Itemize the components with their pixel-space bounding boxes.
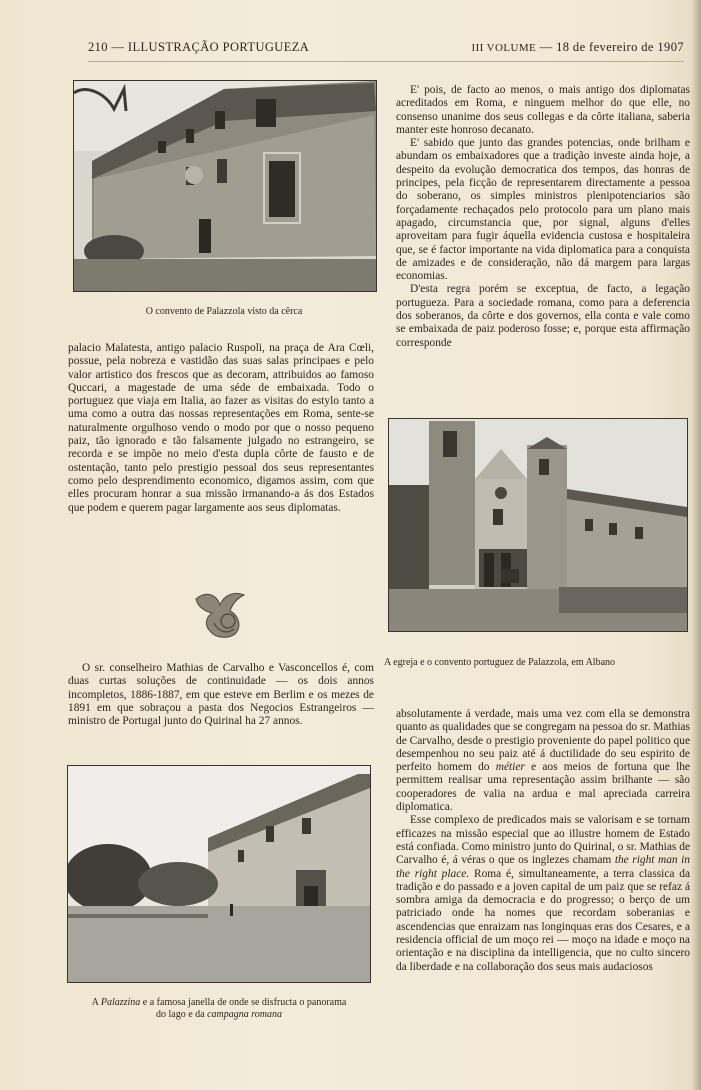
header-right [472, 40, 684, 55]
publication-title: — ILLUSTRAÇÃO PORTUGUEZA [111, 40, 310, 54]
metier-word: métier [495, 761, 525, 774]
left-paragraph-1: palacio Malatesta, antigo palacio Ruspoli, na praça de Ara Cœli, possue, pela nobreza e vastidão das suas salas principaes e pelo valor artistico dos frescos que as decoram, attribuidos ao famoso Quccari, a magestade de uma séde de embaixada. Todo o portuguez que viaja em Italia, ao fazer as visitas do estylo tanto a uma como a outra das nossas representações em Roma, sente-se naturalmente orgulhoso vendo o modo por que o nosso pequeno paiz, tão ignorado e tão falsamente julgado no estrangeiro, se recorda e se impõe no meio d'esta dupla côrte de fausto e de ostentação, tanto pelo prestigio pessoal dos seus representantes como pelo desprendimento economico, digamos assim, com que elles procuram honrar a sua missão irmanando-a ás dos Estados que podem e querem pagar largamente aos seus diplomatas. [68, 342, 374, 514]
bird-vignette-icon [190, 585, 252, 641]
header-left [88, 40, 309, 55]
photo-church-convent-image [389, 419, 687, 631]
caption-line-2: do lago e da [156, 1009, 205, 1020]
photo-convent-palazzola [73, 80, 377, 292]
right-column-block-1 [396, 84, 690, 350]
volume-label: III VOLUME [471, 42, 537, 54]
left-paragraph-2: O sr. conselheiro Mathias de Carvalho e Vasconcellos é, com duas curtas soluções de continuidade — os dois annos incompletos, 1886-1887, em que esteve em Berlim e os mezes de 1891 em que sobraçou a pasta dos Negocios Estrangeiros — ministro de Portugal junto do Quirinal ha 27 annos. [68, 662, 374, 728]
photo-church-convent [388, 418, 688, 632]
header-rule [88, 61, 684, 62]
left-column-block-1 [68, 342, 374, 515]
photo-palazzina-image [68, 766, 370, 982]
right-paragraph-5-cont: Roma é, simultaneamente, a terra classica da tradição e do passado e a joven capital de um paiz que se refaz á sombra amiga da democracia e do progresso; o berço de um patriciado onde ha nomes que recordam soberanias e ascendencias que enraizam nas longinquas eras dos Cesares, e a residencia official de um moço rei — moço na idade e moço na orientação e na disciplina da intelligencia, que no culto sincero da liberdade e na collaboração dos seus mais audaciosos [396, 867, 691, 973]
issue-date: — 18 de fevereiro de 1907 [539, 40, 684, 54]
photo-caption-church: A egreja e o convento portuguez de Palazzola, em Albano [384, 657, 616, 668]
right-column-block-2 [396, 708, 690, 974]
right-paragraph-2: E' sabido que junto das grandes potencias, onde brilham e abundam os embaixadores que a tradição investe ainda hoje, a despeito da evolução democratica dos tempos, das honras de principes, pela ficção de representarem directamente a pessoa do soberano, os simples ministros plenipotenciarios são forçadamente rechaçados pelo protocolo para um plano mais apagado, circumstancia que, por signal, alguns d'elles aproveitam para fugir áquella evidencia custosa e hospitaleira que, se é factor importante na vida diplomatica para a conquista de amizades e de consideração, não dá margem para largas economias. [396, 137, 690, 283]
right-paragraph-5 [396, 814, 690, 974]
caption-part-2: e a famosa janella de onde se disfructa o panorama [142, 997, 347, 1008]
photo-caption-palazzina [52, 997, 386, 1021]
palazzina-caption-line-2 [52, 1009, 386, 1021]
photo-palazzina [67, 765, 371, 983]
page-number: 210 [88, 40, 108, 54]
photo-convent-palazzola-image [74, 81, 376, 291]
right-paragraph-4 [396, 708, 690, 814]
page-header [88, 40, 684, 58]
right-paragraph-4-cont: e aos meios de fortuna que lhe permittem realisar uma representação assim brilhante — são cooperadores de valia na ardua e mal apreciada carreira diplomatica. [396, 761, 690, 814]
left-column-block-2 [68, 662, 374, 728]
right-paragraph-5-text: Esse complexo de predicados mais se valorisam e se tornam efficazes na missão especial que ao illustre homem de Estado está confiada. Como ministro junto do Quirinal, o sr. Mathias de Carvalho é, á véras o que os inglezes chamam [396, 814, 690, 867]
photo-caption-convent: O convento de Palazzola visto da cêrca [145, 306, 303, 317]
right-paragraph-1: E' pois, de facto ao menos, o mais antigo dos diplomatas acreditados em Roma, e ninguem melhor do que elle, no consenso unanime dos seus collegas e da côrte italiana, saberia manter este honroso decanato. [396, 84, 690, 136]
right-man-phrase: the right man in the right place. [396, 854, 690, 880]
right-paragraph-4-text: absolutamente á verdade, mais uma vez com ella se demonstra quanto as qualidades que se congregam na pessoa do sr. Mathias de Carvalho, desde o prestigio proveniente do papel politico que desempenhou no seu paiz até á ductilidade do seu espirito de perfeito homem do [396, 708, 690, 774]
caption-italic-palazzina: Palazzina [100, 997, 141, 1008]
page-gutter-shadow [691, 0, 701, 1090]
right-paragraph-3: D'esta regra porém se exceptua, de facto, a legação portugueza. Para a sociedade romana, como para a deferencia dos soberanos, da côrte e dos governos, ella conta e vale como se embaixada de paiz poderoso fosse; e, porque esta affirmação corresponde [396, 283, 690, 349]
palazzina-caption-line-1 [52, 997, 386, 1009]
caption-part-1: A [91, 997, 99, 1008]
caption-italic-campagna: campagna romana [207, 1009, 282, 1020]
